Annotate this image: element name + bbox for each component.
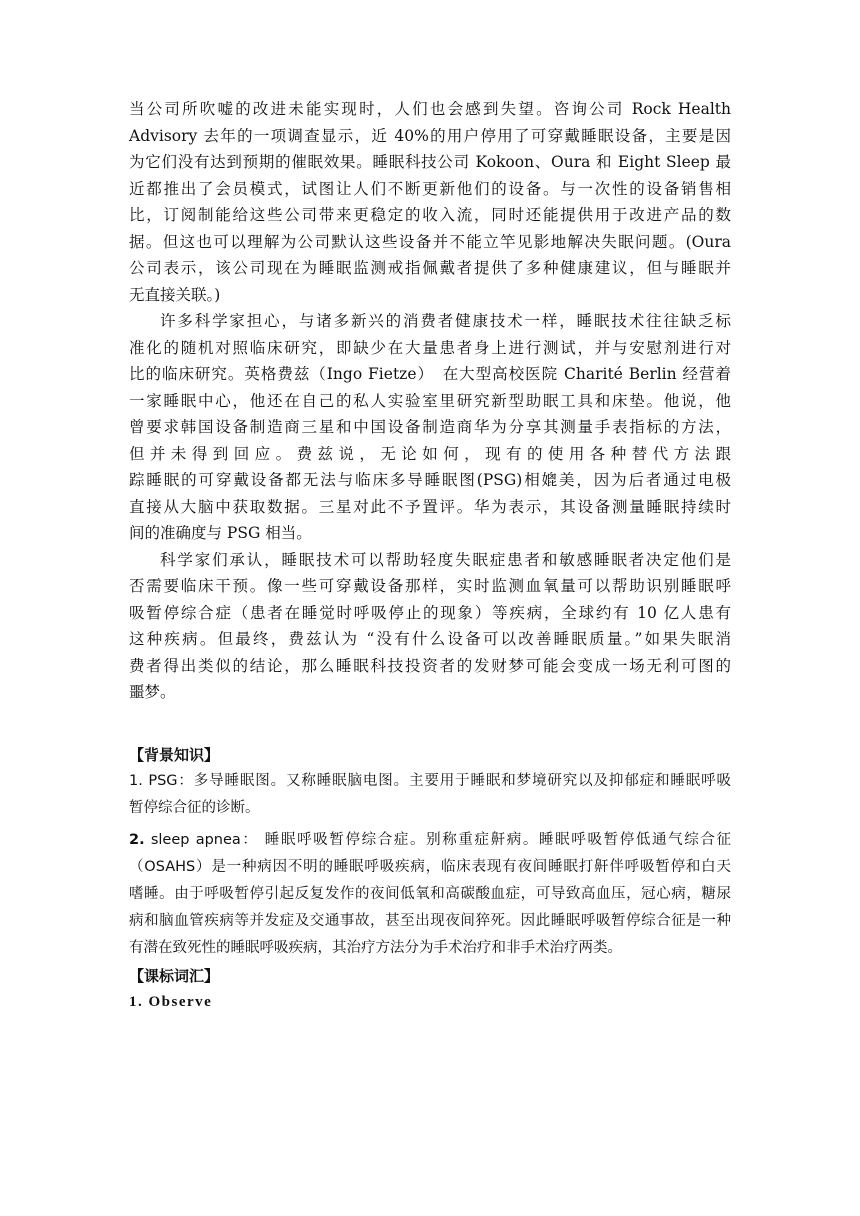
text-line: 据。但这也可以理解为公司默认这些设备并不能立竿见影地解决失眠问题。(Oura: [129, 232, 731, 251]
text-line: 近都推出了会员模式，试图让人们不断更新他们的设备。与一次性的设备销售相: [129, 179, 731, 198]
text-line: [129, 827, 731, 854]
item-number: 2.: [129, 831, 145, 848]
text-line: 直接从大脑中获取数据。三星对此不予置评。华为表示，其设备测量睡眠持续时: [129, 497, 731, 516]
text-line: 病和脑血管疾病等并发症及交通事故，甚至出现夜间猝死。因此睡眠呼吸暂停综合征是一种: [129, 912, 731, 929]
vocabulary-item: 1. Observe: [129, 993, 213, 1010]
text-line: 间的准确度与 PSG 相当。: [129, 524, 312, 542]
text-line: 科学家们承认，睡眠技术可以帮助轻度失眠症患者和敏感睡眠者决定他们是: [160, 550, 731, 569]
text-line: 无直接关联。): [129, 285, 221, 304]
text-line: Advisory 去年的一项调查显示，近 40%的用户停用了可穿戴睡眠设备，主要是因: [129, 126, 731, 145]
text-line: 踪睡眠的可穿戴设备都无法与临床多导睡眠图(PSG)相媲美，因为后者通过电极: [129, 471, 731, 489]
paragraph-scientists-concern: [129, 308, 731, 547]
text-line: 公司表示，该公司现在为睡眠监测戒指佩戴者提供了多种健康建议，但与睡眠并: [129, 259, 731, 277]
text-line: 否需要临床干预。像一些可穿戴设备那样，实时监测血氧量可以帮助识别睡眠呼: [129, 577, 731, 595]
text-line: 噩梦。: [129, 683, 176, 701]
text-line: 嗜睡。由于呼吸暂停引起反复发作的夜间低氧和高碳酸血症，可导致高血压，冠心病，糖尿: [129, 885, 731, 902]
background-heading: 【背景知识】: [129, 745, 220, 764]
vocabulary-heading: 【课标词汇】: [129, 966, 220, 985]
text-line: 准化的随机对照临床研究，即缺少在大量患者身上进行测试，并与安慰剂进行对: [129, 338, 731, 357]
text-line: （OSAHS）是一种病因不明的睡眠呼吸疾病，临床表现有夜间睡眠打鼾伴呼吸暂停和白天: [129, 858, 731, 875]
document-page: [129, 96, 731, 1015]
text-line: 费者得出类似的结论，那么睡眠科技投资者的发财梦可能会变成一场无利可图的: [129, 656, 731, 675]
background-item-psg: [129, 768, 731, 822]
text-line: 有潜在致死性的睡眠呼吸疾病，其治疗方法分为手术治疗和非手术治疗两类。: [129, 939, 622, 956]
text-line: 曾要求韩国设备制造商三星和中国设备制造商华为分享其测量手表指标的方法，: [129, 418, 731, 436]
text-line: 这种疾病。但最终，费兹认为 “没有什么设备可以改善睡眠质量。”如果失眠消: [129, 630, 731, 648]
text-line: 吸暂停综合症（患者在睡觉时呼吸停止的现象）等疾病，全球约有 10 亿人患有: [129, 603, 731, 622]
paragraph-disappointment: [129, 96, 731, 308]
text-line: 为它们没有达到预期的催眠效果。睡眠科技公司 Kokoon、Oura 和 Eight Sleep 最: [129, 153, 731, 171]
background-item-sleep-apnea: [129, 827, 731, 962]
item-text: sleep apnea： 睡眠呼吸暂停综合症。别称重症鼾病。睡眠呼吸暂停低通气综合征: [144, 831, 731, 848]
text-line: 比，订阅制能给这些公司带来更稳定的收入流，同时还能提供用于改进产品的数: [129, 206, 731, 224]
text-line: 一家睡眠中心，他还在自己的私人实验室里研究新型助眠工具和床垫。他说，他: [129, 391, 731, 410]
text-line: 1. PSG：多导睡眠图。又称睡眠脑电图。主要用于睡眠和梦境研究以及抑郁症和睡眠呼吸: [129, 772, 731, 789]
text-line: 但并未得到回应。费兹说，无论如何，现有的使用各种替代方法跟: [129, 444, 731, 463]
text-line: 暂停综合征的诊断。: [129, 799, 260, 816]
text-line: 当公司所吹嘘的改进未能实现时，人们也会感到失望。咨询公司 Rock Health: [129, 100, 731, 118]
text-line: 许多科学家担心，与诸多新兴的消费者健康技术一样，睡眠技术往往缺乏标: [160, 312, 731, 330]
paragraph-conclusion: [129, 547, 731, 706]
text-line: 比的临床研究。英格费兹（Ingo Fietze） 在大型高校医院 Charité Berlin 经营着: [129, 365, 731, 383]
